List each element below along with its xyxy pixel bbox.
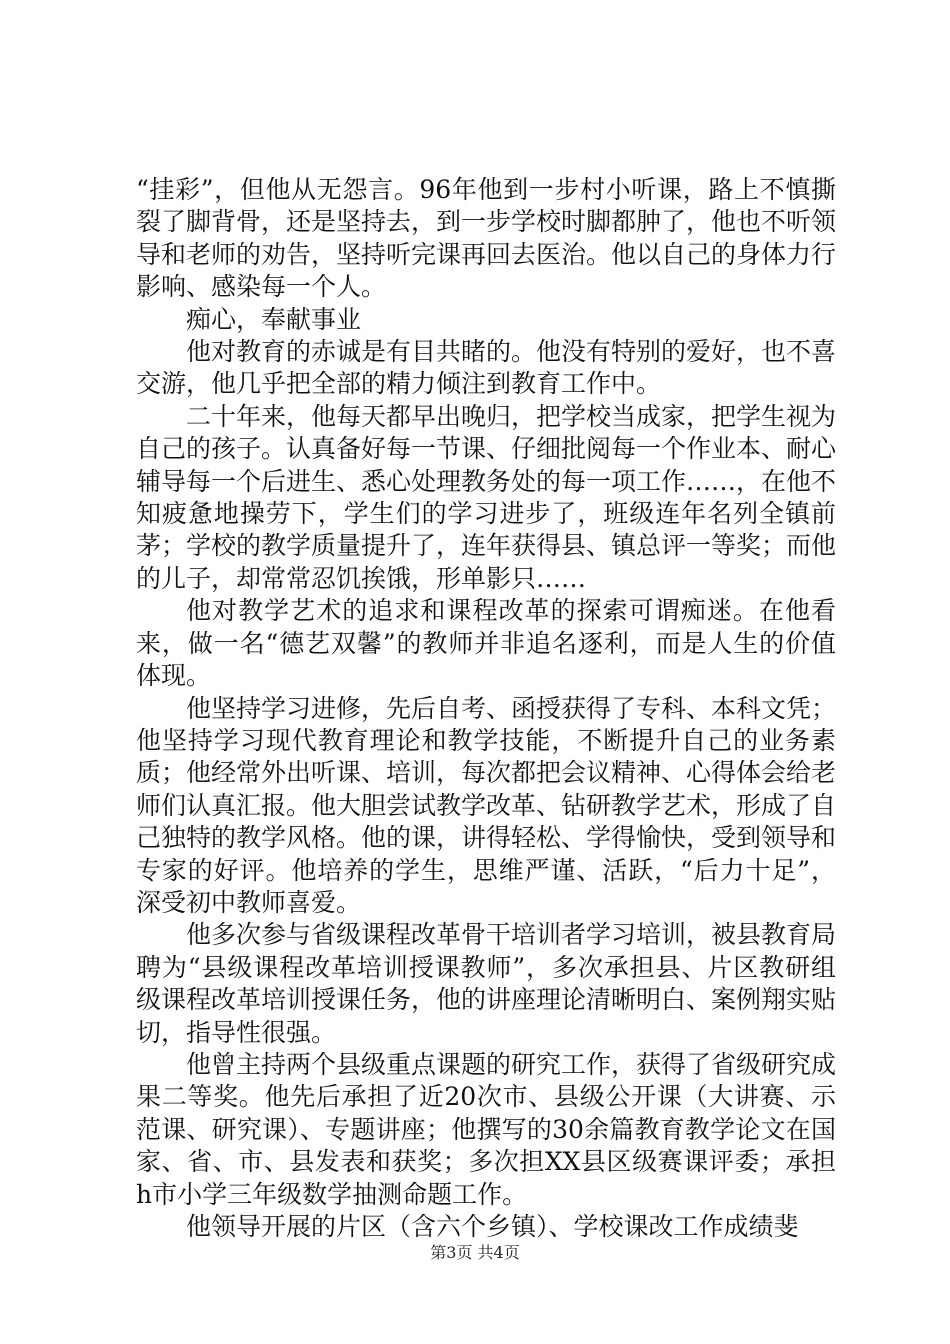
- page-footer: 第3页 共4页: [430, 1243, 520, 1262]
- paragraph-5: 他坚持学习进修，先后自考、函授获得了专科、本科文凭；他坚持学习现代教育理论和教学技能，不断提升自己的业务素质；他经常外出听课、培训，每次都把会议精神、心得体会给老师们认真汇报。他大胆尝试教学改革、钻研教学艺术，形成了自己独特的教学风格。他的课，讲得轻松、学得愉快，受到领导和专家的好评。他培养的学生，思维严谨、活跃，“后力十足”，深受初中教师喜爱。: [136, 693, 837, 917]
- paragraph-8: 他领导开展的片区（含六个乡镇）、学校课改工作成绩斐: [186, 1212, 799, 1241]
- paragraph-3: 二十年来，他每天都早出晚归，把学校当成家，把学生视为自己的孩子。认真备好每一节课、仔细批阅每一个作业本、耐心辅导每一个后进生、悉心处理教务处的每一项工作……，在他不知疲惫地操劳下，学生们的学习进步了，班级连年名列全镇前茅；学校的教学质量提升了，连年获得县、镇总评一等奖；而他的儿子，却常常忍饥挨饿，形单影只……: [136, 401, 837, 593]
- paragraph-6: 他多次参与省级课程改革骨干培训者学习培训，被县教育局聘为“县级课程改革培训授课教师”，多次承担县、片区教研组级课程改革培训授课任务，他的讲座理论清晰明白、案例翔实贴切，指导性很强。: [136, 920, 837, 1047]
- paragraph-7: 他曾主持两个县级重点课题的研究工作，获得了省级研究成果二等奖。他先后承担了近20次市、县级公开课（大讲赛、示范课、研究课）、专题讲座；他撰写的30余篇教育教学论文在国家、省、市、县发表和获奖；多次担XX县区级赛课评委；承担h市小学三年级数学抽测命题工作。: [136, 1049, 837, 1209]
- paragraph-4: 他对教学艺术的追求和课程改革的探索可谓痴迷。在他看来，做一名“德艺双馨”的教师并非追名逐利，而是人生的价值体现。: [136, 596, 836, 691]
- paragraph-1: “挂彩”，但他从无怨言。96年他到一步村小听课，路上不慎撕裂了脚背骨，还是坚持去，到一步学校时脚都肿了，他也不听领导和老师的劝告，坚持听完课再回去医治。他以自己的身体力行影响、感染每一个人。: [136, 175, 837, 302]
- body-text: [136, 174, 836, 1243]
- paragraph-2: 他对教育的赤诚是有目共睹的。他没有特别的爱好，也不喜交游，他几乎把全部的精力倾注到教育工作中。: [136, 337, 837, 399]
- section-heading: 痴心，奉献事业: [186, 304, 362, 334]
